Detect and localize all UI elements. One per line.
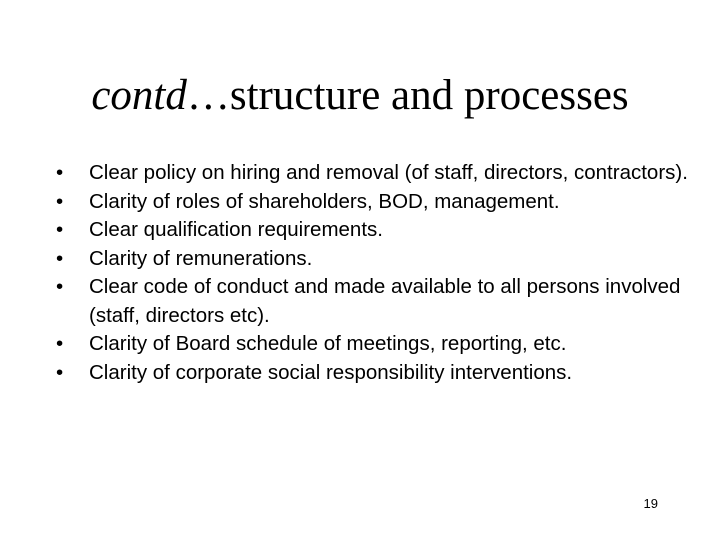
- title-italic-part: contd: [91, 72, 187, 119]
- bullet-item: [54, 273, 694, 330]
- bullet-item: [54, 330, 694, 359]
- bullet-text: Clear code of conduct and made available to all persons involved (staff, directors etc).: [89, 275, 681, 327]
- bullet-item: [54, 245, 694, 274]
- bullet-item: [54, 359, 694, 388]
- bullet-icon: •: [56, 275, 64, 298]
- bullet-icon: •: [56, 246, 64, 270]
- bullet-icon: •: [56, 161, 64, 184]
- bullet-icon: •: [56, 218, 64, 241]
- bullet-text: Clarity of Board schedule of meetings, reporting, etc.: [89, 332, 567, 355]
- bullet-text: Clarity of corporate social responsibility interventions.: [89, 360, 573, 384]
- bullet-text: Clear qualification requirements.: [89, 218, 383, 241]
- bullet-text: Clarity of remunerations.: [89, 246, 313, 270]
- bullet-item: [54, 188, 694, 217]
- page-number: 19: [643, 496, 658, 511]
- bullet-text: Clarity of roles of shareholders, BOD, management.: [89, 189, 560, 213]
- bullet-icon: •: [56, 360, 64, 384]
- bullet-icon: •: [56, 332, 64, 355]
- bullet-icon: •: [56, 189, 64, 213]
- bullet-text: Clear policy on hiring and removal (of staff, directors, contractors).: [89, 161, 688, 184]
- bullet-item: [54, 159, 694, 188]
- slide-title: [0, 66, 720, 126]
- bullet-list: [54, 159, 694, 387]
- title-main-part: …structure and processes: [186, 72, 629, 119]
- bullet-item: [54, 216, 694, 245]
